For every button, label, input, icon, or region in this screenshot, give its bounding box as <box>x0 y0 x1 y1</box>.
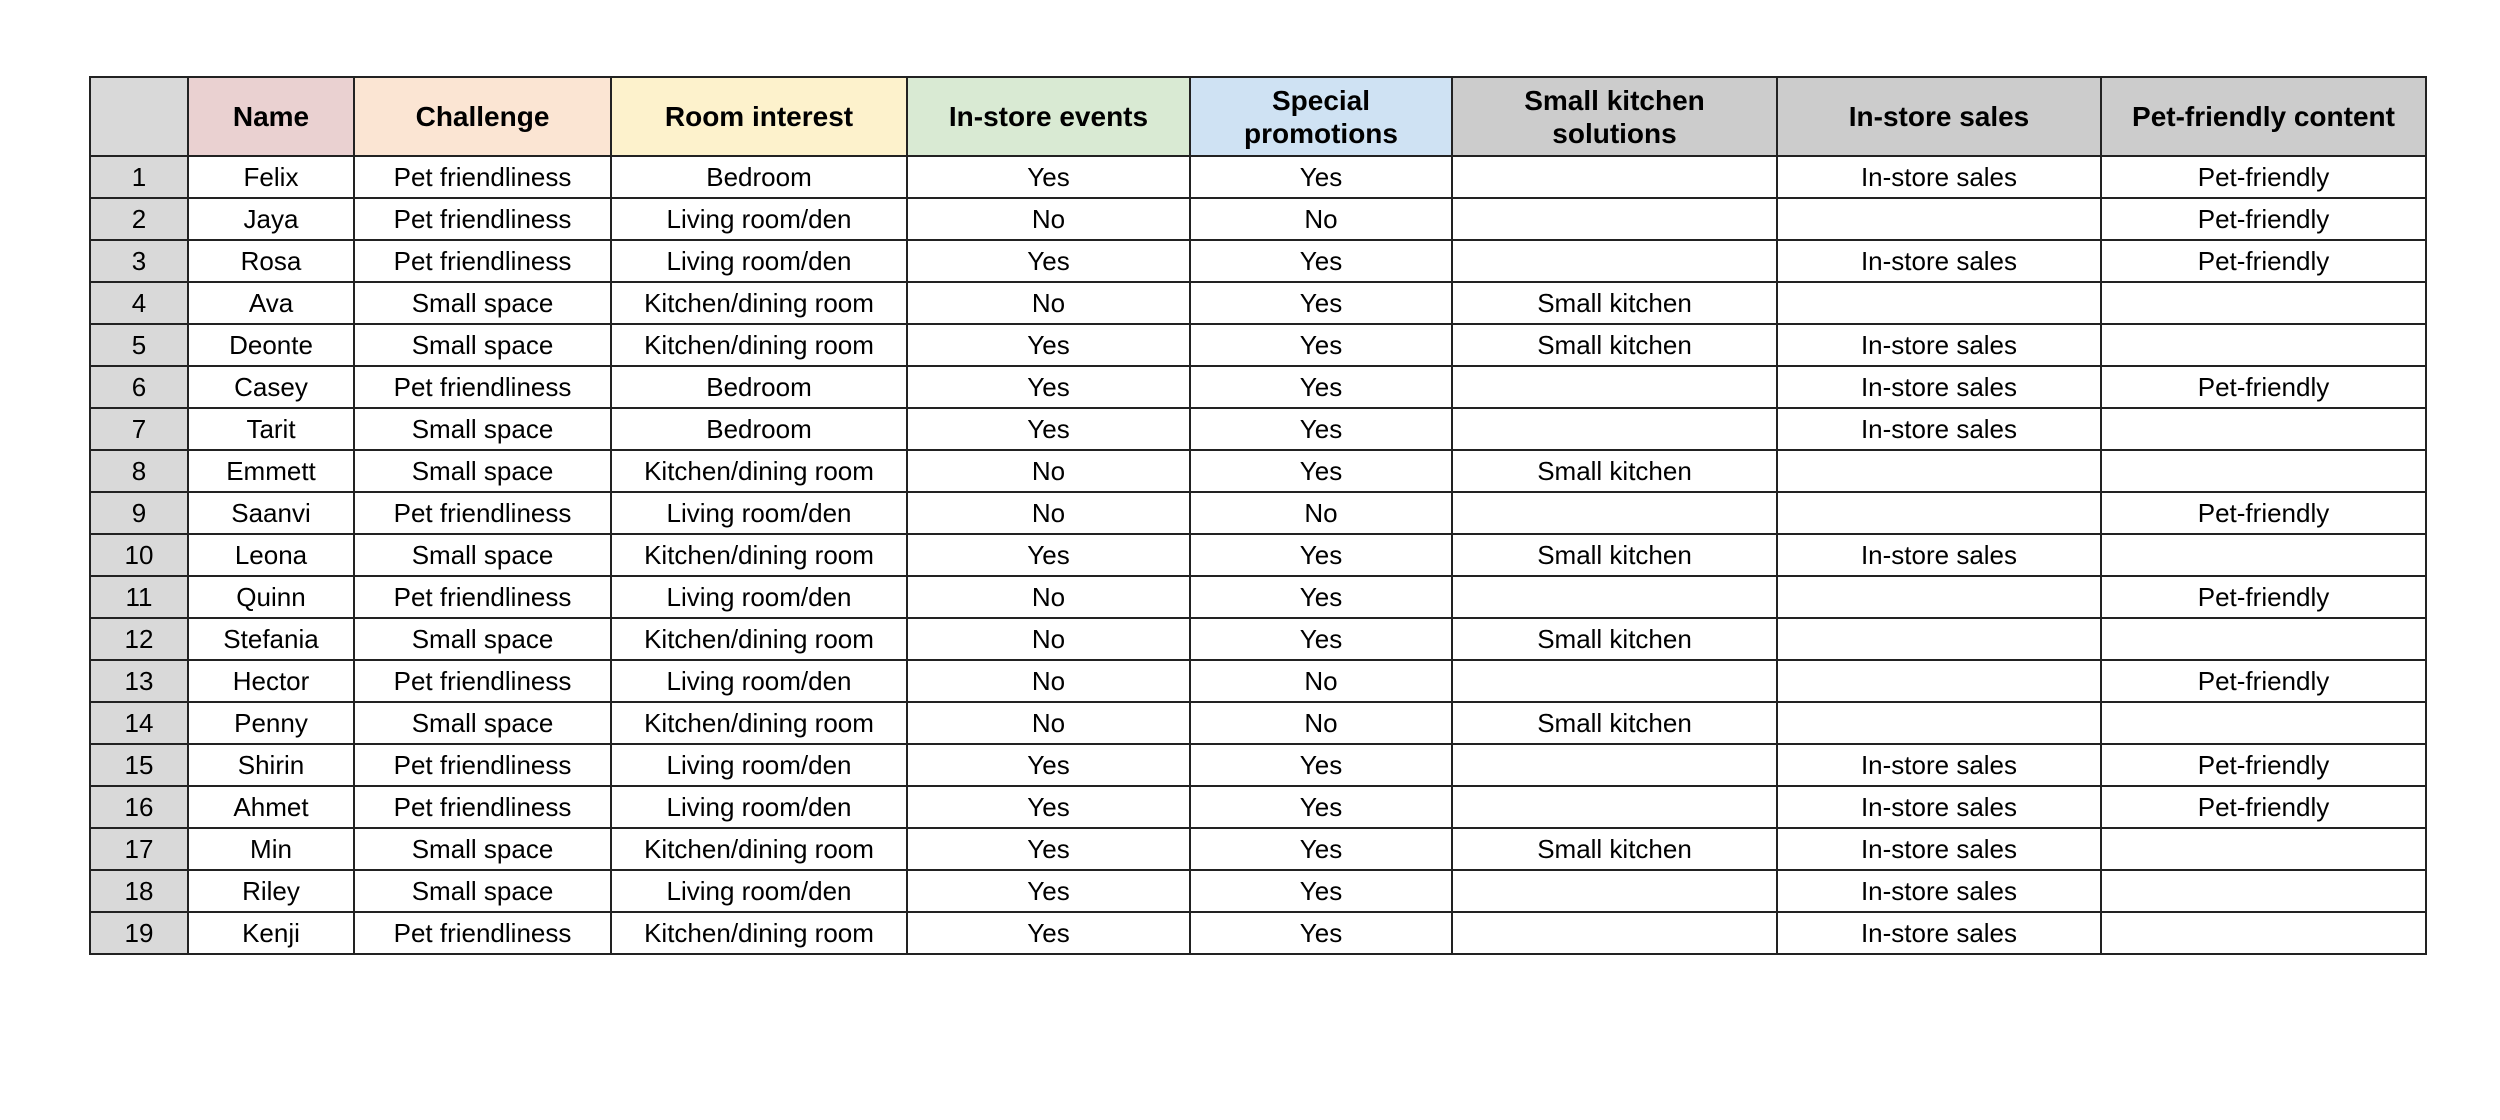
pet-friendly-cell <box>2101 702 2426 744</box>
header-in-store-sales: In-store sales <box>1777 77 2101 156</box>
table-row <box>90 660 2426 702</box>
small-kitchen-cell: Small kitchen <box>1452 828 1777 870</box>
challenge-cell: Small space <box>354 282 611 324</box>
room-interest-cell: Kitchen/dining room <box>611 324 907 366</box>
name-cell: Stefania <box>188 618 354 660</box>
in-store-sales-cell <box>1777 618 2101 660</box>
in-store-events-cell: No <box>907 618 1190 660</box>
in-store-events-cell: No <box>907 282 1190 324</box>
special-promotions-cell: Yes <box>1190 366 1452 408</box>
room-interest-cell: Kitchen/dining room <box>611 912 907 954</box>
table-row <box>90 870 2426 912</box>
small-kitchen-cell: Small kitchen <box>1452 324 1777 366</box>
pet-friendly-cell <box>2101 534 2426 576</box>
room-interest-cell: Living room/den <box>611 786 907 828</box>
small-kitchen-cell: Small kitchen <box>1452 450 1777 492</box>
small-kitchen-cell: Small kitchen <box>1452 282 1777 324</box>
challenge-cell: Pet friendliness <box>354 786 611 828</box>
small-kitchen-cell <box>1452 198 1777 240</box>
table-body <box>90 156 2426 954</box>
header-room-interest: Room interest <box>611 77 907 156</box>
special-promotions-cell: Yes <box>1190 786 1452 828</box>
in-store-events-cell: No <box>907 660 1190 702</box>
name-cell: Penny <box>188 702 354 744</box>
in-store-events-cell: Yes <box>907 912 1190 954</box>
row-number-cell: 6 <box>90 366 188 408</box>
challenge-cell: Pet friendliness <box>354 492 611 534</box>
row-number-cell: 11 <box>90 576 188 618</box>
table-row <box>90 282 2426 324</box>
in-store-sales-cell <box>1777 702 2101 744</box>
in-store-events-cell: Yes <box>907 156 1190 198</box>
pet-friendly-cell: Pet-friendly <box>2101 786 2426 828</box>
table-row <box>90 240 2426 282</box>
room-interest-cell: Bedroom <box>611 156 907 198</box>
header-row-number <box>90 77 188 156</box>
table-row <box>90 576 2426 618</box>
challenge-cell: Small space <box>354 870 611 912</box>
name-cell: Tarit <box>188 408 354 450</box>
in-store-sales-cell: In-store sales <box>1777 912 2101 954</box>
pet-friendly-cell <box>2101 282 2426 324</box>
name-cell: Casey <box>188 366 354 408</box>
in-store-sales-cell <box>1777 282 2101 324</box>
in-store-sales-cell: In-store sales <box>1777 786 2101 828</box>
challenge-cell: Small space <box>354 702 611 744</box>
room-interest-cell: Living room/den <box>611 576 907 618</box>
small-kitchen-cell <box>1452 240 1777 282</box>
pet-friendly-cell: Pet-friendly <box>2101 366 2426 408</box>
in-store-events-cell: No <box>907 198 1190 240</box>
pet-friendly-cell: Pet-friendly <box>2101 240 2426 282</box>
header-special-promotions: Special promotions <box>1190 77 1452 156</box>
small-kitchen-cell <box>1452 870 1777 912</box>
special-promotions-cell: Yes <box>1190 324 1452 366</box>
in-store-sales-cell: In-store sales <box>1777 744 2101 786</box>
header-challenge: Challenge <box>354 77 611 156</box>
in-store-sales-cell: In-store sales <box>1777 534 2101 576</box>
name-cell: Jaya <box>188 198 354 240</box>
name-cell: Hector <box>188 660 354 702</box>
room-interest-cell: Kitchen/dining room <box>611 828 907 870</box>
room-interest-cell: Kitchen/dining room <box>611 450 907 492</box>
pet-friendly-cell <box>2101 324 2426 366</box>
in-store-events-cell: Yes <box>907 324 1190 366</box>
name-cell: Leona <box>188 534 354 576</box>
special-promotions-cell: No <box>1190 660 1452 702</box>
in-store-sales-cell <box>1777 198 2101 240</box>
room-interest-cell: Kitchen/dining room <box>611 282 907 324</box>
table-row <box>90 828 2426 870</box>
special-promotions-cell: Yes <box>1190 534 1452 576</box>
pet-friendly-cell <box>2101 408 2426 450</box>
table-row <box>90 534 2426 576</box>
special-promotions-cell: No <box>1190 198 1452 240</box>
room-interest-cell: Living room/den <box>611 870 907 912</box>
pet-friendly-cell: Pet-friendly <box>2101 492 2426 534</box>
room-interest-cell: Living room/den <box>611 240 907 282</box>
pet-friendly-cell: Pet-friendly <box>2101 576 2426 618</box>
in-store-events-cell: Yes <box>907 870 1190 912</box>
table-row <box>90 198 2426 240</box>
row-number-cell: 18 <box>90 870 188 912</box>
in-store-sales-cell: In-store sales <box>1777 366 2101 408</box>
in-store-events-cell: No <box>907 576 1190 618</box>
challenge-cell: Small space <box>354 408 611 450</box>
small-kitchen-cell <box>1452 492 1777 534</box>
challenge-cell: Small space <box>354 618 611 660</box>
table-row <box>90 702 2426 744</box>
pet-friendly-cell <box>2101 828 2426 870</box>
pet-friendly-cell <box>2101 912 2426 954</box>
header-name: Name <box>188 77 354 156</box>
table-row <box>90 156 2426 198</box>
room-interest-cell: Living room/den <box>611 198 907 240</box>
challenge-cell: Small space <box>354 534 611 576</box>
name-cell: Saanvi <box>188 492 354 534</box>
table-row <box>90 324 2426 366</box>
small-kitchen-cell <box>1452 408 1777 450</box>
challenge-cell: Pet friendliness <box>354 660 611 702</box>
small-kitchen-cell: Small kitchen <box>1452 702 1777 744</box>
table-row <box>90 744 2426 786</box>
small-kitchen-cell <box>1452 744 1777 786</box>
room-interest-cell: Bedroom <box>611 408 907 450</box>
in-store-events-cell: Yes <box>907 534 1190 576</box>
name-cell: Kenji <box>188 912 354 954</box>
special-promotions-cell: Yes <box>1190 576 1452 618</box>
table-row <box>90 618 2426 660</box>
in-store-sales-cell <box>1777 492 2101 534</box>
challenge-cell: Pet friendliness <box>354 198 611 240</box>
in-store-sales-cell: In-store sales <box>1777 870 2101 912</box>
row-number-cell: 17 <box>90 828 188 870</box>
special-promotions-cell: No <box>1190 702 1452 744</box>
in-store-events-cell: No <box>907 702 1190 744</box>
small-kitchen-cell <box>1452 912 1777 954</box>
in-store-sales-cell <box>1777 576 2101 618</box>
row-number-cell: 2 <box>90 198 188 240</box>
in-store-sales-cell: In-store sales <box>1777 156 2101 198</box>
in-store-sales-cell: In-store sales <box>1777 240 2101 282</box>
small-kitchen-cell <box>1452 156 1777 198</box>
name-cell: Min <box>188 828 354 870</box>
in-store-events-cell: Yes <box>907 828 1190 870</box>
special-promotions-cell: Yes <box>1190 870 1452 912</box>
name-cell: Ahmet <box>188 786 354 828</box>
room-interest-cell: Kitchen/dining room <box>611 534 907 576</box>
pet-friendly-cell <box>2101 870 2426 912</box>
in-store-sales-cell: In-store sales <box>1777 828 2101 870</box>
table-row <box>90 492 2426 534</box>
row-number-cell: 14 <box>90 702 188 744</box>
special-promotions-cell: Yes <box>1190 450 1452 492</box>
row-number-cell: 5 <box>90 324 188 366</box>
table-row <box>90 450 2426 492</box>
row-number-cell: 10 <box>90 534 188 576</box>
row-number-cell: 12 <box>90 618 188 660</box>
row-number-cell: 3 <box>90 240 188 282</box>
name-cell: Shirin <box>188 744 354 786</box>
room-interest-cell: Kitchen/dining room <box>611 702 907 744</box>
name-cell: Rosa <box>188 240 354 282</box>
special-promotions-cell: Yes <box>1190 828 1452 870</box>
header-row <box>90 77 2426 156</box>
row-number-cell: 8 <box>90 450 188 492</box>
in-store-sales-cell: In-store sales <box>1777 408 2101 450</box>
room-interest-cell: Living room/den <box>611 744 907 786</box>
name-cell: Quinn <box>188 576 354 618</box>
table-row <box>90 408 2426 450</box>
challenge-cell: Small space <box>354 450 611 492</box>
name-cell: Ava <box>188 282 354 324</box>
row-number-cell: 13 <box>90 660 188 702</box>
room-interest-cell: Bedroom <box>611 366 907 408</box>
in-store-sales-cell <box>1777 450 2101 492</box>
pet-friendly-cell: Pet-friendly <box>2101 156 2426 198</box>
name-cell: Riley <box>188 870 354 912</box>
table-row <box>90 366 2426 408</box>
header-small-kitchen-solutions: Small kitchen solutions <box>1452 77 1777 156</box>
small-kitchen-cell <box>1452 660 1777 702</box>
row-number-cell: 1 <box>90 156 188 198</box>
special-promotions-cell: Yes <box>1190 156 1452 198</box>
in-store-events-cell: Yes <box>907 786 1190 828</box>
special-promotions-cell: Yes <box>1190 408 1452 450</box>
pet-friendly-cell <box>2101 450 2426 492</box>
challenge-cell: Pet friendliness <box>354 156 611 198</box>
challenge-cell: Pet friendliness <box>354 912 611 954</box>
customer-segments-table <box>89 76 2427 955</box>
in-store-events-cell: Yes <box>907 366 1190 408</box>
small-kitchen-cell <box>1452 786 1777 828</box>
header-pet-friendly-content: Pet-friendly content <box>2101 77 2426 156</box>
challenge-cell: Pet friendliness <box>354 240 611 282</box>
special-promotions-cell: Yes <box>1190 618 1452 660</box>
in-store-events-cell: Yes <box>907 744 1190 786</box>
challenge-cell: Pet friendliness <box>354 744 611 786</box>
room-interest-cell: Kitchen/dining room <box>611 618 907 660</box>
row-number-cell: 19 <box>90 912 188 954</box>
row-number-cell: 4 <box>90 282 188 324</box>
in-store-events-cell: No <box>907 492 1190 534</box>
special-promotions-cell: No <box>1190 492 1452 534</box>
in-store-sales-cell: In-store sales <box>1777 324 2101 366</box>
table-row <box>90 912 2426 954</box>
room-interest-cell: Living room/den <box>611 492 907 534</box>
small-kitchen-cell <box>1452 366 1777 408</box>
row-number-cell: 16 <box>90 786 188 828</box>
pet-friendly-cell: Pet-friendly <box>2101 198 2426 240</box>
table-row <box>90 786 2426 828</box>
pet-friendly-cell: Pet-friendly <box>2101 660 2426 702</box>
row-number-cell: 7 <box>90 408 188 450</box>
challenge-cell: Pet friendliness <box>354 576 611 618</box>
special-promotions-cell: Yes <box>1190 282 1452 324</box>
header-in-store-events: In-store events <box>907 77 1190 156</box>
row-number-cell: 15 <box>90 744 188 786</box>
small-kitchen-cell <box>1452 576 1777 618</box>
small-kitchen-cell: Small kitchen <box>1452 534 1777 576</box>
in-store-sales-cell <box>1777 660 2101 702</box>
challenge-cell: Small space <box>354 324 611 366</box>
special-promotions-cell: Yes <box>1190 744 1452 786</box>
small-kitchen-cell: Small kitchen <box>1452 618 1777 660</box>
row-number-cell: 9 <box>90 492 188 534</box>
pet-friendly-cell: Pet-friendly <box>2101 744 2426 786</box>
challenge-cell: Pet friendliness <box>354 366 611 408</box>
in-store-events-cell: Yes <box>907 240 1190 282</box>
special-promotions-cell: Yes <box>1190 912 1452 954</box>
in-store-events-cell: Yes <box>907 408 1190 450</box>
special-promotions-cell: Yes <box>1190 240 1452 282</box>
name-cell: Emmett <box>188 450 354 492</box>
room-interest-cell: Living room/den <box>611 660 907 702</box>
pet-friendly-cell <box>2101 618 2426 660</box>
in-store-events-cell: No <box>907 450 1190 492</box>
name-cell: Felix <box>188 156 354 198</box>
challenge-cell: Small space <box>354 828 611 870</box>
name-cell: Deonte <box>188 324 354 366</box>
